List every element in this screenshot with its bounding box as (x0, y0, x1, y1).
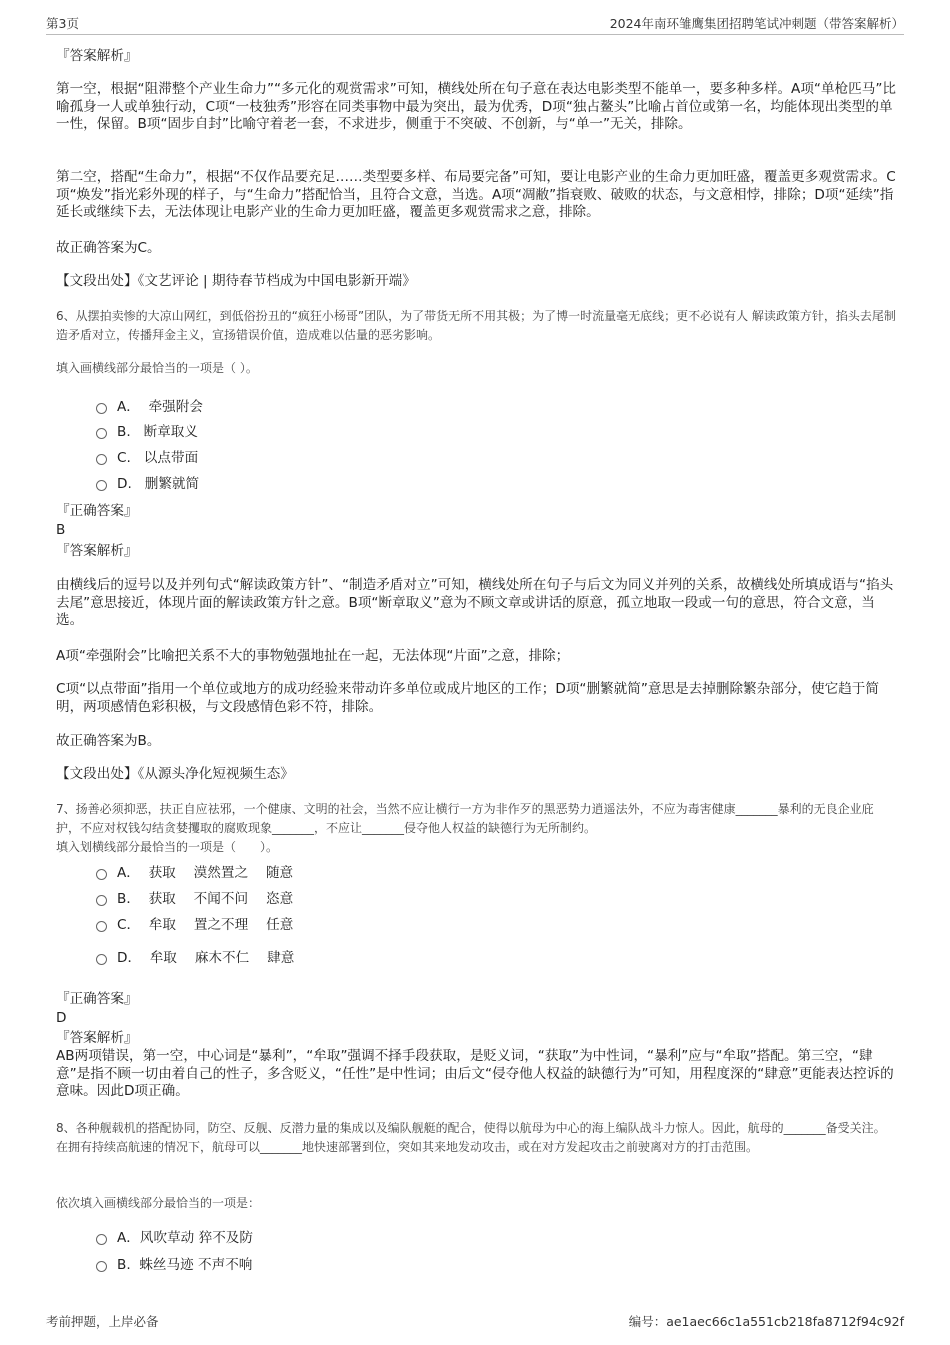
q8-stem: 8、各种舰载机的搭配协同，防空、反舰、反潜力量的集成以及编队舰艇的配合，使得以航母为中心的海上编队战斗力惊人。因此，航母的_______备受关注。在拥有持续高航速的情况下，航母可以_______地快速部署到位，突如其来地发动攻击，或在对方发起攻击之前驶离对方的打击范围。 (56, 1121, 886, 1154)
q6-conclusion: 故正确答案为B。 (56, 733, 161, 749)
q7-stem: 7、扬善必须抑恶，扶正自应祛邪，一个健康、文明的社会，当然不应让横行一方为非作歹的黑恶势力逍遥法外，不应为毒害健康_______暴利的无良企业庇护，不应对权钱勾结贪婪攫取的腐败现象_______，不应让_______侵夺他人权益的缺德行为无所制约。 (56, 802, 874, 835)
radio-icon[interactable] (96, 1261, 107, 1272)
document-id: 编号：ae1aec66c1a551cb218fa8712f94c92f (628, 1314, 904, 1329)
q6-instruction: 填入画横线部分最恰当的一项是（ ）。 (56, 361, 258, 375)
q5-analysis-para2: 第二空，搭配“生命力”，根据“不仅作品要充足……类型要多样、布局要完备”可知，要让电影产业的生命力更加旺盛，覆盖更多观赏需求。C项“焕发”指光彩外现的样子，与“生命力”搭配恰当，且符合文意，当选。A项“凋敝”指衰败、破败的状态，与文意相悖，排除；D项“延续”指延长或继续下去，无法体现让电影产业的生命力更加旺盛，覆盖更多观赏需求之意，排除。 (56, 169, 896, 220)
radio-icon[interactable] (96, 895, 107, 906)
q6-option-d[interactable]: D. 删繁就简 (96, 475, 199, 493)
q8-option-b[interactable]: B. 蛛丝马迹 不声不响 (96, 1256, 252, 1274)
q6-stem: 6、从摆拍卖惨的大凉山网红，到低俗扮丑的“疯狂小杨哥”团队，为了带货无所不用其极；为了博一时流量毫无底线；更不必说有人 解读政策方针，掐头去尾制造矛盾对立，传播拜金主义，宣扬错误价值，造成难以估量的恶劣影响。 (56, 309, 896, 342)
radio-icon[interactable] (96, 954, 107, 965)
q6-option-c[interactable]: C. 以点带面 (96, 449, 198, 467)
q7-instruction: 填入划横线部分最恰当的一项是（ ）。 (56, 840, 279, 854)
q6-analysis-para2: A项“牵强附会”比喻把关系不大的事物勉强地扯在一起，无法体现“片面”之意，排除； (56, 648, 570, 664)
q6-answer-label: 『正确答案』 (56, 503, 138, 519)
q6-source: 【文段出处】《从源头净化短视频生态》 (56, 766, 294, 782)
radio-icon[interactable] (96, 869, 107, 880)
radio-icon[interactable] (96, 921, 107, 932)
page-number: 第3页 (46, 16, 79, 31)
footer-slogan: 考前押题，上岸必备 (46, 1314, 159, 1329)
q7-answer: D (56, 1010, 67, 1026)
q6-option-a[interactable]: A． 牵强附会 (96, 398, 203, 416)
q7-option-d[interactable]: D． 牟取 麻木不仁 肆意 (96, 949, 294, 967)
q5-source: 【文段出处】《文艺评论 | 期待春节档成为中国电影新开端》 (56, 273, 416, 289)
q6-analysis-para3: C项“以点带面”指用一个单位或地方的成功经验来带动许多单位或成片地区的工作；D项“删繁就简”意思是去掉删除繁杂部分，使它趋于简明，两项感情色彩积极，与文段感情色彩不符，排除。 (56, 681, 879, 715)
q7-analysis-label: 『答案解析』 (56, 1030, 138, 1046)
radio-icon[interactable] (96, 403, 107, 414)
q7-option-c[interactable]: C． 牟取 置之不理 任意 (96, 916, 293, 934)
page-header (46, 14, 904, 35)
q7-option-b[interactable]: B． 获取 不闻不问 恣意 (96, 890, 293, 908)
q8-instruction: 依次填入画横线部分最恰当的一项是： (56, 1196, 261, 1210)
radio-icon[interactable] (96, 1234, 107, 1245)
q7-option-a[interactable]: A． 获取 漠然置之 随意 (96, 864, 293, 882)
radio-icon[interactable] (96, 480, 107, 491)
q7-answer-label: 『正确答案』 (56, 991, 138, 1007)
document-title: 2024年南环雏鹰集团招聘笔试冲刺题（带答案解析） (609, 16, 904, 31)
radio-icon[interactable] (96, 428, 107, 439)
radio-icon[interactable] (96, 454, 107, 465)
q6-answer: B (56, 522, 66, 538)
q6-analysis-label: 『答案解析』 (56, 543, 138, 559)
q5-analysis-para1: 第一空，根据“阻滞整个产业生命力”“多元化的观赏需求”可知，横线处所在句子意在表达电影类型不能单一，要多种多样。A项“单枪匹马”比喻孤身一人或单独行动，C项“一枝独秀”形容在同类事物中最为突出，最为优秀，D项“独占鳌头”比喻占首位或第一名，均能体现出类型的单一性，保留。B项“固步自封”比喻守着老一套，不求进步，侧重于不突破、不创新，与“单一”无关，排除。 (56, 81, 896, 132)
q8-option-a[interactable]: A．风吹草动 猝不及防 (96, 1229, 253, 1247)
q5-analysis-label: 『答案解析』 (56, 48, 138, 64)
q6-analysis-para1: 由横线后的逗号以及并列句式“解读政策方针”、“制造矛盾对立”可知，横线处所在句子与后文为同义并列的关系，故横线处所填成语与“掐头去尾”意思接近，体现片面的解读政策方针之意。B项“断章取义”意为不顾文章或讲话的原意，孤立地取一段或一句的意思，符合文意，当选。 (56, 577, 894, 628)
q6-option-b[interactable]: B. 断章取义 (96, 423, 198, 441)
q7-analysis: AB两项错误，第一空，中心词是“暴利”，“牟取”强调不择手段获取，是贬义词，“获取”为中性词，“暴利”应与“牟取”搭配。第三空，“肆意”是指不顾一切由着自己的性子，多含贬义，“任性”是中性词；由后文“侵夺他人权益的缺德行为”可知，用程度深的“肆意”更能表达控诉的意味。因此D项正确。 (56, 1048, 894, 1099)
q5-conclusion: 故正确答案为C。 (56, 240, 161, 256)
